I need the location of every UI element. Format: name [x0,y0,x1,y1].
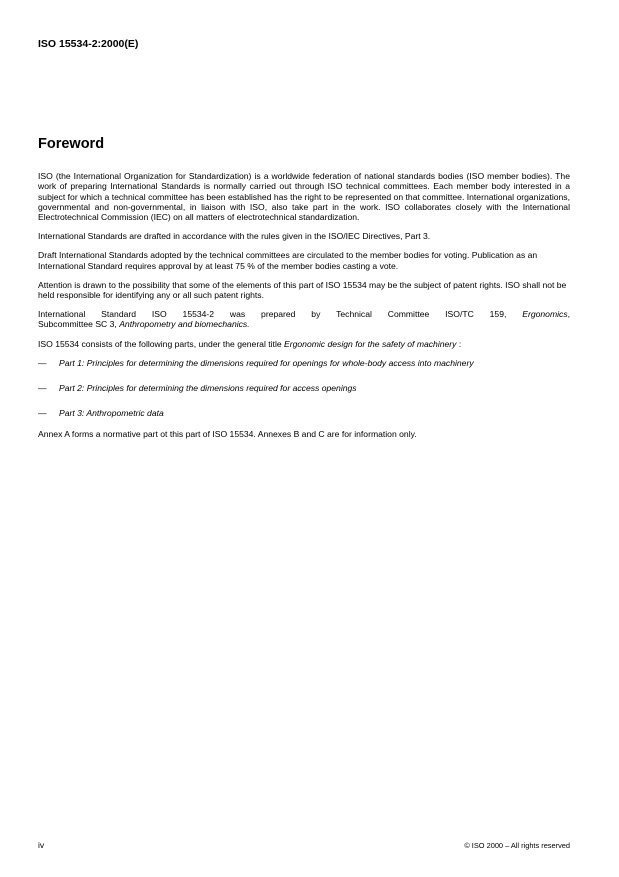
list-item-text: Part 2: Principles for determining the dimensions required for access openings [59,382,357,393]
list-item-text: Part 1: Principles for determining the dimensions required for openings for whole-body access into machinery [59,357,474,368]
paragraph-iso-intro: ISO (the International Organization for Standardization) is a worldwide federation of national standards bodies (ISO member bodies). The work of preparing International Standards is normally carried out through ISO technical committees. Each member body interested in a subject for which a technical committee has been established has the right to be represented on that committee. International organizations, governmental and non-governmental, in liaison with ISO, also take part in the work. ISO collaborates closely with the International Electrotechnical Commission (IEC) on all matters of electrotechnical standardization. [38,171,570,223]
list-item [38,383,570,393]
prepared-by-line-2: Subcommittee SC 3, Anthropometry and biomechanics. [38,319,250,330]
paragraph-prepared-by [38,309,570,330]
committee-ergonomics: Ergonomics [522,309,568,320]
paragraph-parts-intro: ISO 15534 consists of the following parts, under the general title Ergonomic design for the safety of machinery : [38,338,462,349]
foreword-body [38,171,570,448]
list-item [38,358,570,368]
subcommittee-name: Anthropometry and biomechanics. [119,319,250,330]
paragraph-annexes: Annex A forms a normative part ot this part of ISO 15534. Annexes B and C are for information only. [38,428,417,439]
dash-bullet: — [38,382,47,393]
dash-bullet: — [38,357,47,368]
prepared-by-line-1: International Standard ISO 15534-2 was prepared by Technical Committee ISO/TC 159, Ergonomics, [38,309,571,320]
dash-bullet: — [38,408,47,419]
paragraph-voting: Draft International Standards adopted by the technical committees are circulated to the member bodies for voting. Publication as an International Standard requires approval by at least 75 % of the member bodies casting a vote. [38,250,538,271]
page-title: Foreword [38,136,105,152]
paragraph-drafting-rules: International Standards are drafted in accordance with the rules given in the ISO/IEC Directives, Part 3. [38,231,431,242]
general-title: Ergonomic design for the safety of machinery [284,338,457,349]
document-id-header: ISO 15534-2:2000(E) [38,38,139,50]
paragraph-patent-rights: Attention is drawn to the possibility that some of the elements of this part of ISO 15534 may be the subject of patent rights. ISO shall not be held responsible for identifying any or all such patent rights. [38,279,567,301]
list-item [38,408,570,418]
page-number: iv [38,840,45,850]
list-item-text: Part 3: Anthropometric data [59,408,164,419]
copyright-notice: © ISO 2000 – All rights reserved [464,841,570,850]
